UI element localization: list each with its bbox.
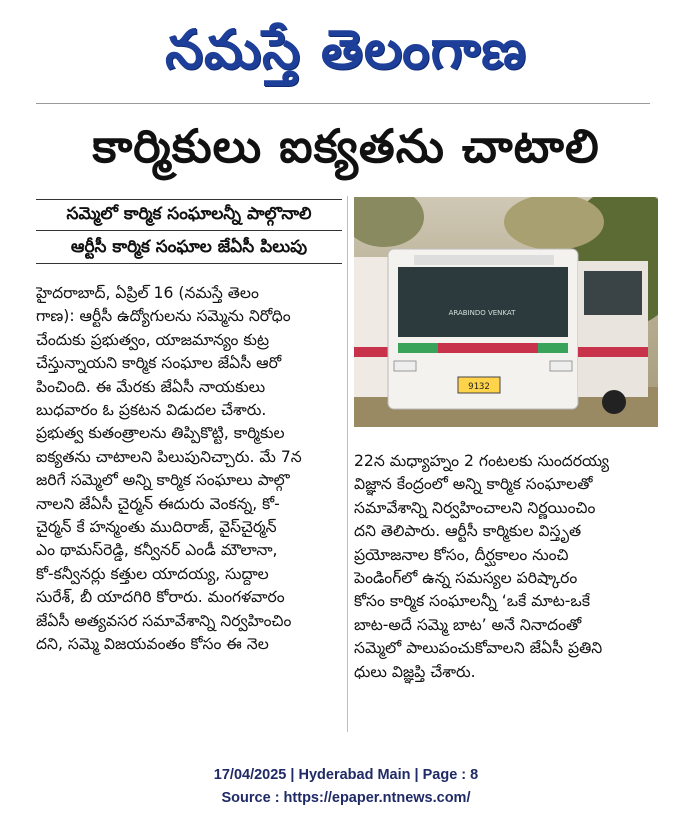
right-line: పెండింగ్‌లో ఉన్న సమస్యల పరిష్కారం [354, 569, 578, 588]
green-stripe [398, 343, 438, 353]
left-line: పించింది. ఈ మేరకు జేఏసీ నాయకులు [36, 377, 266, 396]
left-line: ప్రభుత్వ కుతంత్రాలను తిప్పికొట్టి, కార్మికుల [36, 424, 285, 443]
left-line: చేందుకు ప్రభుత్వం, యాజమాన్యం కుట్ర [36, 330, 269, 349]
right-line: ప్రయోజనాల కోసం, దీర్ఘకాలం నుంచి [354, 545, 569, 564]
left-line: హైదరాబాద్, ఏప్రిల్ 16 (నమస్తే తెలం [36, 284, 259, 302]
left-line: జరిగే సమ్మెలో అన్ని కార్మిక సంఘాలు పాల్గొ [36, 471, 290, 490]
bus-board-text: ARABINDO VENKAT [448, 309, 516, 317]
left-line: చేస్తున్నాయని కార్మిక సంఘాల జేఏసీ ఆరో [36, 354, 282, 373]
right-line: 22న మధ్యాహ్నం 2 గంటలకు సుందరయ్య [354, 452, 610, 470]
headline: కార్మికులు ఐక్యతను చాటాలి [92, 119, 600, 173]
footer-date-edition: 17/04/2025 | Hyderabad Main | Page : 8 [213, 767, 479, 783]
right-line: దని తెలిపారు. ఆర్టీసీ కార్మికుల విస్తృత [354, 522, 582, 541]
bus-windshield [398, 267, 568, 337]
left-line: సురేశ్, బీ యాదగిరి కోరారు. మంగళవారం [36, 588, 285, 607]
tree [354, 197, 424, 247]
left-line: చైర్మన్ కే హన్మంతు ముదిరాజ్, వైస్‌చైర్మన్ [36, 518, 277, 537]
left-line: జేఏసీ అత్యవసర సమావేశాన్ని నిర్వహించిం [36, 611, 292, 630]
left-line: కో-కన్వీనర్లు కత్తుల యాదయ్య, సుద్దాల [36, 564, 269, 583]
right-line: ధులు విజ్ఞప్తి చేశారు. [354, 662, 476, 681]
bus-wheel [602, 390, 626, 414]
left-line: ఐక్యతను చాటాలని పిలుపునిచ్చారు. మే 7న [36, 447, 302, 466]
masthead-rule [36, 103, 650, 104]
column-divider [347, 196, 348, 732]
newspaper-logo: నమస్తే తెలంగాణ [165, 18, 527, 81]
footer-source: Source : https://epaper.ntnews.com/ [221, 790, 471, 806]
article-column-right [354, 450, 658, 684]
left-line: నాలని జేఏసీ చైర్మన్ ఈదురు వెంకన్న, కో- [36, 494, 280, 513]
red-stripe [438, 343, 538, 353]
right-line: కోసం కార్మిక సంఘాలన్నీ ‘ఒకే మాట-ఒకే [354, 592, 590, 611]
left-line: దని, సమ్మె విజయవంతం కోసం ఈ నెల [36, 635, 269, 654]
left-line: బుధవారం ఓ ప్రకటన విడుదల చేశారు. [36, 401, 267, 420]
left-line: ఎం థామస్‌రెడ్డి, కన్వీనర్ ఎండీ మౌలానా, [36, 541, 278, 560]
subhead-1: సమ్మెలో కార్మిక సంఘాలన్నీ పాల్గొనాలి [36, 199, 342, 231]
right-line: సమ్మెలో పాలుపంచుకోవాలని జేఏసీ ప్రతిని [354, 639, 603, 658]
article-column-left [36, 282, 342, 657]
right-line: బాట-అదే సమ్మె బాట’ అనే నినాదంతో [354, 615, 582, 634]
right-line: సమావేశాన్ని నిర్వహించాలని నిర్ణయించిం [354, 498, 596, 517]
bus-photo [354, 197, 658, 427]
plate-text: 9132 [468, 382, 490, 392]
subhead-2: ఆర్టీసీ కార్మిక సంఘాల జేఏసీ పిలుపు [36, 233, 342, 264]
left-line: గాణ): ఆర్టీసీ ఉద్యోగులను సమ్మెను నిరోధిం [36, 307, 291, 326]
bus-illustration [354, 197, 658, 427]
left-bus [354, 257, 388, 397]
right-line: విజ్ఞాన కేంద్రంలో అన్ని కార్మిక సంఘాలతో [354, 475, 593, 494]
masthead [0, 0, 692, 100]
